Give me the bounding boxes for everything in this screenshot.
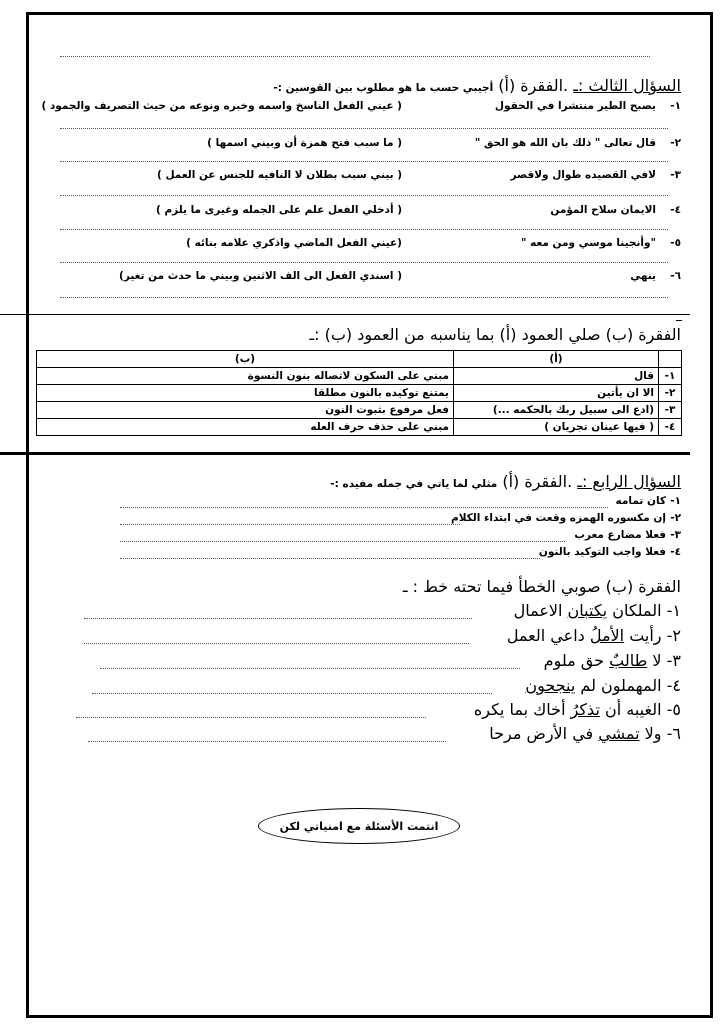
q3-item-task: ( ما سبب فتح همزة أن وبيني اسمها ) [207,137,402,149]
q4-header [330,472,681,491]
col-a-header: (أ) [454,351,659,368]
underlined-word: يكتبان [567,601,608,620]
answer-line [60,297,668,298]
answer-line [120,524,460,525]
answer-line [84,618,472,619]
col-a-cell: (ادع الى سبيل ربك بالحكمه ...) [454,402,659,419]
answer-line [84,643,469,644]
q3-item-text: يصبح الطير منتشرا في الحقول [494,100,656,112]
q4-part-a: .الفقرة (أ) [502,472,573,491]
answer-line [60,262,668,263]
q3-item-text: قال تعالى " ذلك بان الله هو الحق " [474,137,656,149]
col-b-header: (ب) [37,351,454,368]
answer-line [100,668,520,669]
col-a-cell: ( فيها عينان تجريان ) [454,419,659,436]
answer-line [120,541,565,542]
matching-table [36,350,682,436]
q3-instruction: أجيبي حسب ما هو مطلوب بين القوسين :- [273,82,494,94]
q3-item-text: "وأنجينا موسي ومن معه " [520,237,656,249]
q3-item-text: الايمان سلاح المؤمن [550,204,656,216]
q4-item-text: فعلا مضارع معرب [574,529,666,541]
underlined-word: الأملُ [589,626,625,645]
table-row: ٤- ( فيها عينان تجريان ) مبني على حذف حرف العله [37,419,682,436]
col-a-cell: قال [454,368,659,385]
q3-part-a: .الفقرة (أ) [498,76,569,95]
answer-line [60,195,668,196]
answer-line [76,717,426,718]
q4-item-text: إن مكسوره الهمزه وقعت في ابتداء الكلام [451,512,666,524]
answer-line [120,507,608,508]
underlined-word: تمشي [598,724,640,743]
match-title: الفقرة (ب) صلي العمود (أ) بما يناسبه من العمود (ب) :ـ [309,325,681,344]
table-row: ٣- (ادع الى سبيل ربك بالحكمه ...) فعل مرفوع بثبوت النون [37,402,682,419]
closing-note [258,808,460,844]
q4-heading: السؤال الرابع :ـ [577,472,681,491]
q3-item-text: لافي القصيده طوال ولاقصر [510,169,656,181]
answer-line [92,693,492,694]
section-divider-tick [676,320,682,321]
col-b-cell: يمتنع توكيده بالنون مطلقا [37,385,454,402]
answer-line [60,229,668,230]
q3-item-task: ( اسندي الفعل الى الف الاثنين وبيني ما حدث من تغير) [119,270,402,282]
underlined-word: طالبٌ [609,651,648,670]
q3-item-task: (عيني الفعل الماضي واذكري علامه بنائه ) [186,237,402,249]
col-b-cell: مبني على السكون لاتصاله بنون النسوة [37,368,454,385]
table-header-row [37,351,682,368]
section-divider [0,452,690,455]
table-row: ١- قال مبني على السكون لاتصاله بنون النسوة [37,368,682,385]
col-b-cell: مبني على حذف حرف العله [37,419,454,436]
q3-heading: السؤال الثالث :ـ [573,76,681,95]
q4-part-b-title: الفقرة (ب) صوبي الخطأ فيما تحته خط : ـ [402,577,681,596]
q4-item-text: فعلا واجب التوكيد بالنون [538,546,666,558]
q4-item-text: كان تمامه [615,495,666,507]
col-a-cell: الا ان يأتين [454,385,659,402]
underlined-word: تذكرُ [570,700,600,719]
q4-instruction: مثلي لما ياتي في جمله مفيده :- [330,478,498,490]
section-divider [0,314,690,315]
answer-line [60,128,668,129]
q3-header [273,76,681,95]
answer-line [60,56,650,57]
q3-item-text: ينهي [630,270,656,282]
table-row: ٢- الا ان يأتين يمتنع توكيده بالنون مطلقا [37,385,682,402]
answer-line [120,558,540,559]
col-b-cell: فعل مرفوع بثبوت النون [37,402,454,419]
q3-item-task: ( عيني الفعل الناسخ واسمه وخبره ونوعه من حيث التصريف والجمود ) [41,100,402,112]
closing-text: انتمت الأسئلة مع امنياتي لكن [279,819,439,833]
answer-line [88,741,446,742]
underlined-word: ينجحون [525,676,576,695]
answer-line [60,161,668,162]
q3-item-task: ( بيني سبب بطلان لا النافيه للجنس عن العمل ) [156,169,402,181]
q3-item-task: ( أدخلي الفعل علم على الجمله وغيرى ما يلزم ) [156,204,402,216]
